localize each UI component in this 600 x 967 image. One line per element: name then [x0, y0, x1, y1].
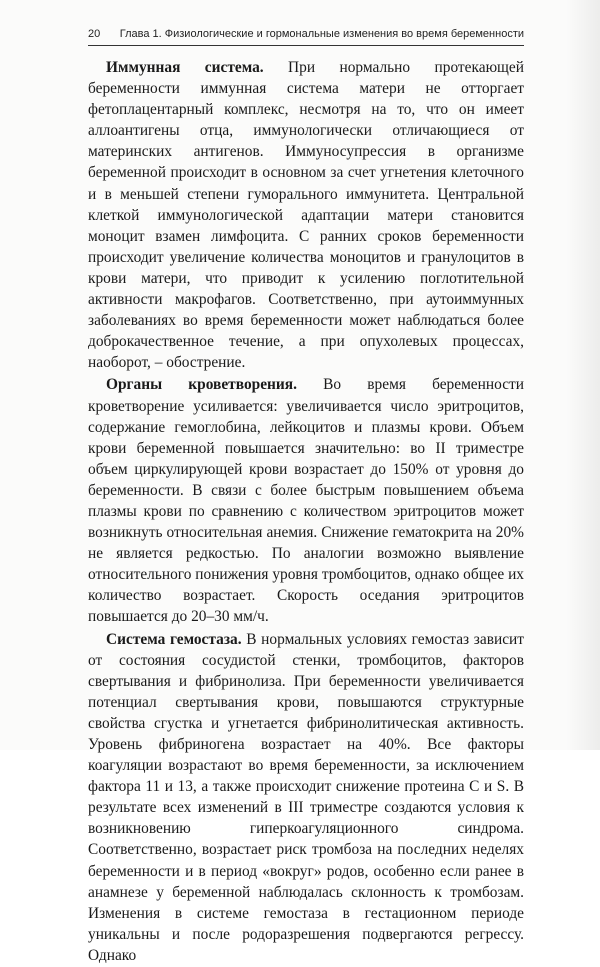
header-rule [88, 45, 524, 46]
paragraph-text: Во время беременности кроветворение усиливается: увеличивается число эритроцитов, содержание гемоглобина, лейкоцитов и плазмы крови. Объем крови беременной повышается значительно: во II триместре объем циркулирующей крови возрастает до 150% от уровня до беременности. В связи с более быстрым повышением объема плазмы крови по сравнению с количеством эритроцитов может возникнуть относительная анемия. Снижение гематокрита на 20% не является редкостью. По аналогии возможно выявление относительного понижения уровня тромбоцитов, однако общее их количество возрастает. Скорость оседания эритроцитов повышается до 20–30 мм/ч. [88, 376, 524, 626]
section-heading: Органы кроветворения. [106, 376, 297, 394]
paragraph-text: При нормально протекающей беременности иммунная система матери не отторгает фетоплацентарный комплекс, несмотря на то, что он имеет аллоантигены отца, иммунологически отличающиеся от материнских антигенов. Иммуносупрессия в организме беременной происходит в основном за счет угнетения клеточного и в меньшей степени гуморального иммунитета. Центральной клеткой иммунологической адаптации матери становится моноцит взамен лимфоцита. С ранних сроков беременности происходит увеличение количества моноцитов и гранулоцитов в крови матери, что приводит к усилению поглотительной активности макрофагов. Соответственно, при аутоиммунных заболеваниях во время беременности может наблюдаться более доброкачественное течение, а при опухолевых процессах, наоборот, – обострение. [88, 59, 524, 372]
paragraph-immune-system [88, 57, 524, 373]
page-header [88, 28, 524, 46]
paragraph-hemostasis [88, 629, 524, 967]
page-body [88, 57, 524, 967]
page-edge-shadow [566, 0, 600, 750]
section-heading: Система гемостаза. [106, 630, 242, 648]
running-title: Глава 1. Физиологические и гормональные изменения во время беременности [119, 28, 524, 40]
paragraph-text: В нормальных условиях гемостаз зависит от состояния сосудистой стенки, тромбоцитов, факторов свертывания и фибринолиза. При беременности увеличивается потенциал свертывания крови, повышаются структурные свойства сгустка и угнетается фибринолитическая активность. Уровень фибриногена возрастает на 40%. Все факторы коагуляции возрастают во время беременности, за исключением фактора 11 и 13, а также происходит снижение протеина С и S. В результате всех изменений в III триместре создаются условия к возникновению гиперкоагуляционного синдрома. Соответственно, возрастает риск тромбоза на последних неделях беременности и в период «вокруг» родов, особенно если ранее в анамнезе у беременной наблюдалась склонность к тромбозам. Изменения в системе гемостаза в гестационном периоде уникальны и после родоразрешения подвергаются регрессу. Однако [88, 630, 524, 964]
section-heading: Иммунная система. [106, 59, 264, 76]
paragraph-hematopoiesis [88, 374, 524, 627]
page-number: 20 [88, 28, 101, 40]
